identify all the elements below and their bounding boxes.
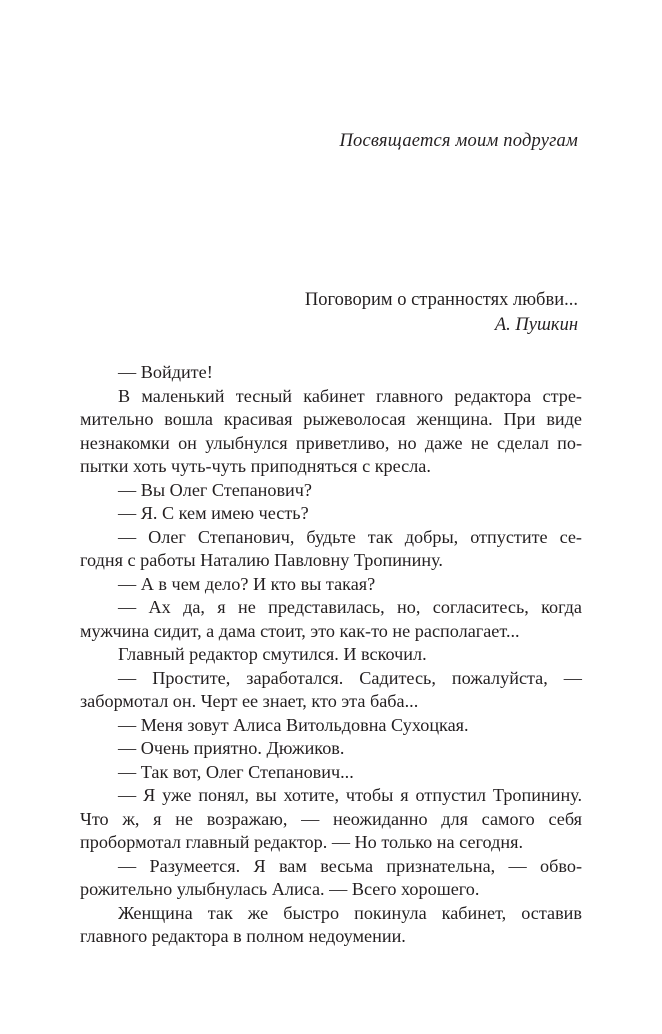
text-line: годня с работы Наталию Павловну Тропинину. — [80, 550, 443, 570]
text-line: — А в чем дело? И кто вы такая? — [118, 573, 376, 594]
text-line: забормотал он. Черт ее знает, кто эта баба... — [80, 691, 419, 711]
text-line: рожительно улыбнулась Алиса. — Всего хорошего. — [80, 879, 480, 899]
text-line: — Вы Олег Степанович? — [118, 479, 313, 500]
text-line: — Я уже понял, вы хотите, чтобы я отпустил Тропинину. — [118, 785, 582, 805]
text-line: — Так вот, Олег Степанович... — [118, 761, 354, 782]
epigraph-author: А. Пушкин — [494, 315, 578, 335]
text-line: Главный редактор смутился. И вскочил. — [118, 644, 427, 664]
text-line: мужчина сидит, а дама стоит, это как-то не располагает... — [80, 620, 520, 641]
text-line: Что ж, я не возражаю, — неожиданно для самого себя — [80, 808, 582, 829]
text-line: — Я. С кем имею честь? — [118, 503, 309, 523]
text-line: — Ах да, я не представилась, но, согласитесь, когда — [118, 597, 582, 617]
text-line: В маленький тесный кабинет главного редактора стре- — [118, 385, 582, 406]
text-line: — Меня зовут Алиса Витольдовна Сухоцкая. — [118, 714, 469, 735]
text-line: — Простите, заработался. Садитесь, пожалуйста, — — [118, 667, 582, 688]
text-line: Женщина так же быстро покинула кабинет, оставив — [118, 902, 582, 923]
body-text — [80, 361, 582, 949]
text-line: мительно вошла красивая рыжеволосая женщина. При виде — [80, 409, 582, 429]
epigraph-text: Поговорим о странностях любви... — [304, 290, 578, 310]
text-line: — Очень приятно. Дюжиков. — [118, 738, 345, 758]
epigraph — [305, 288, 578, 338]
text-line: главного редактора в полном недоумении. — [80, 926, 406, 946]
dedication: Посвящается моим подругам — [339, 131, 578, 151]
text-line: — Олег Степанович, будьте так добры, отпустите се- — [118, 526, 582, 547]
text-line: пытки хоть чуть-чуть приподняться с кресла. — [80, 456, 431, 476]
text-line: — Разумеется. Я вам весьма признательна, — обво- — [118, 855, 582, 876]
text-line: — Войдите! — [118, 362, 213, 382]
text-line: пробормотал главный редактор. — Но только на сегодня. — [80, 832, 524, 852]
text-line: незнакомки он улыбнулся приветливо, но даже не сделал по- — [80, 432, 582, 453]
